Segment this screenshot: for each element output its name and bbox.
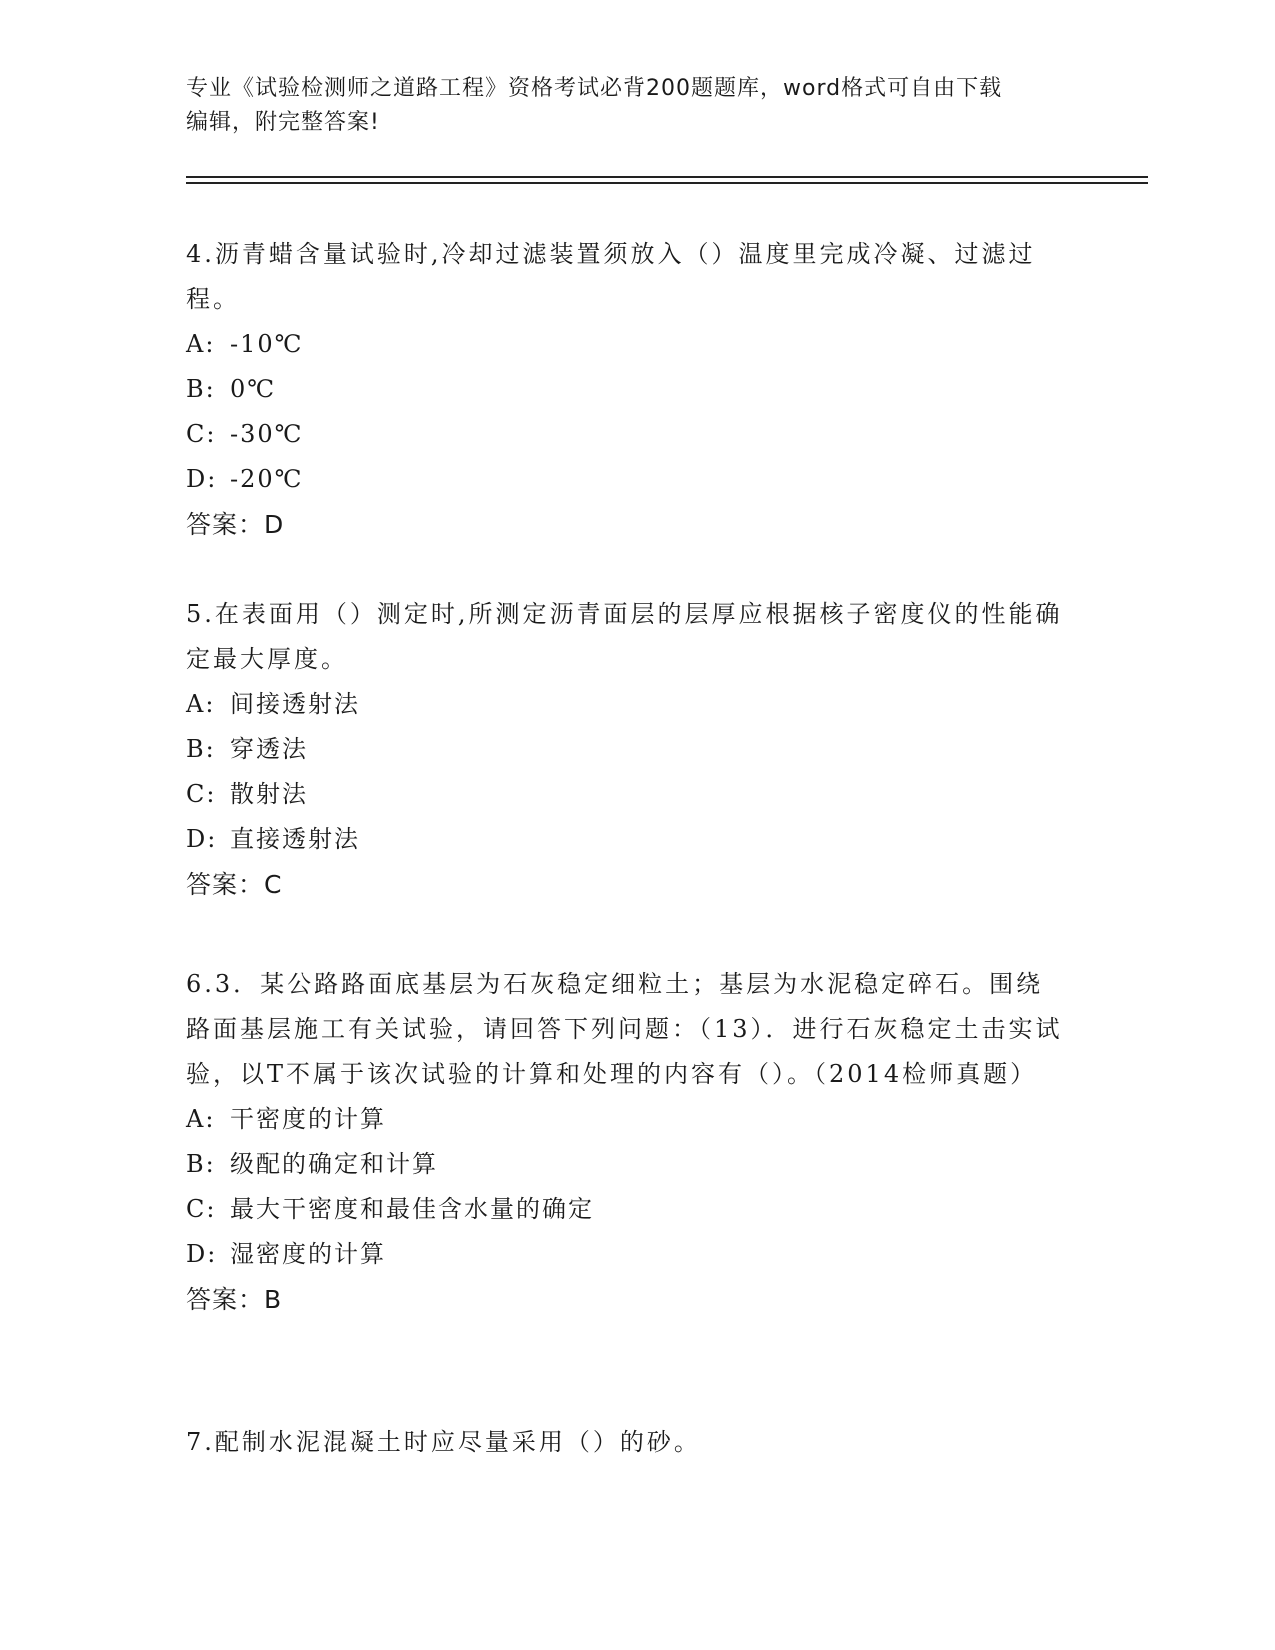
header-divider-bottom (186, 182, 1148, 184)
option-label: D: (186, 465, 218, 493)
question-stem: 7.配制水泥混凝土时应尽量采用（）的砂。 (186, 1428, 701, 1456)
option-text: 最大干密度和最佳含水量的确定 (230, 1195, 594, 1223)
option-label: B: (186, 1150, 216, 1178)
question-4 (186, 232, 1066, 547)
header-line-1: 专业《试验检测师之道路工程》资格考试必背200题题库，word格式可自由下载 (186, 76, 1003, 101)
option-text: 穿透法 (230, 735, 308, 763)
option-label: D: (186, 1240, 218, 1268)
question-5 (186, 592, 1066, 907)
option-a (186, 682, 1066, 727)
option-text: 0℃ (230, 375, 277, 403)
option-label: C: (186, 420, 217, 448)
option-c (186, 1187, 1066, 1232)
header-line-2: 编辑，附完整答案! (186, 110, 380, 135)
option-label: A: (186, 330, 216, 358)
option-text: 干密度的计算 (230, 1105, 386, 1133)
question-stem: 6.3．某公路路面底基层为石灰稳定细粒土；基层为水泥稳定碎石。围绕路面基层施工有关试验，请回答下列问题：（13）．进行石灰稳定土击实试验，以T不属于该次试验的计算和处理的内容有（）。（2014检师真题） (186, 970, 1063, 1088)
option-text: -30℃ (230, 420, 304, 448)
option-label: D: (186, 825, 218, 853)
option-b (186, 727, 1066, 772)
option-b (186, 367, 1066, 412)
answer: 答案：B (186, 1285, 283, 1314)
question-7 (186, 1420, 1066, 1465)
question-stem: 4.沥青蜡含量试验时,冷却过滤装置须放入（）温度里完成冷凝、过滤过程。 (186, 240, 1036, 313)
option-d (186, 1232, 1066, 1277)
option-label: C: (186, 780, 217, 808)
option-d (186, 457, 1066, 502)
answer: 答案：D (186, 510, 285, 539)
question-6 (186, 962, 1066, 1322)
option-a (186, 322, 1066, 367)
document-header (186, 72, 1066, 140)
option-label: C: (186, 1195, 217, 1223)
option-text: 散射法 (230, 780, 308, 808)
option-a (186, 1097, 1066, 1142)
question-stem: 5.在表面用（）测定时,所测定沥青面层的层厚应根据核子密度仪的性能确定最大厚度。 (186, 600, 1063, 673)
option-b (186, 1142, 1066, 1187)
option-text: 间接透射法 (230, 690, 360, 718)
option-text: 湿密度的计算 (230, 1240, 386, 1268)
header-divider-top (186, 176, 1148, 178)
option-text: 直接透射法 (230, 825, 360, 853)
option-c (186, 412, 1066, 457)
answer: 答案：C (186, 870, 283, 899)
option-label: B: (186, 375, 216, 403)
option-c (186, 772, 1066, 817)
option-text: -20℃ (230, 465, 304, 493)
option-label: B: (186, 735, 216, 763)
option-label: A: (186, 690, 216, 718)
option-text: 级配的确定和计算 (230, 1150, 438, 1178)
option-text: -10℃ (230, 330, 304, 358)
option-d (186, 817, 1066, 862)
option-label: A: (186, 1105, 216, 1133)
